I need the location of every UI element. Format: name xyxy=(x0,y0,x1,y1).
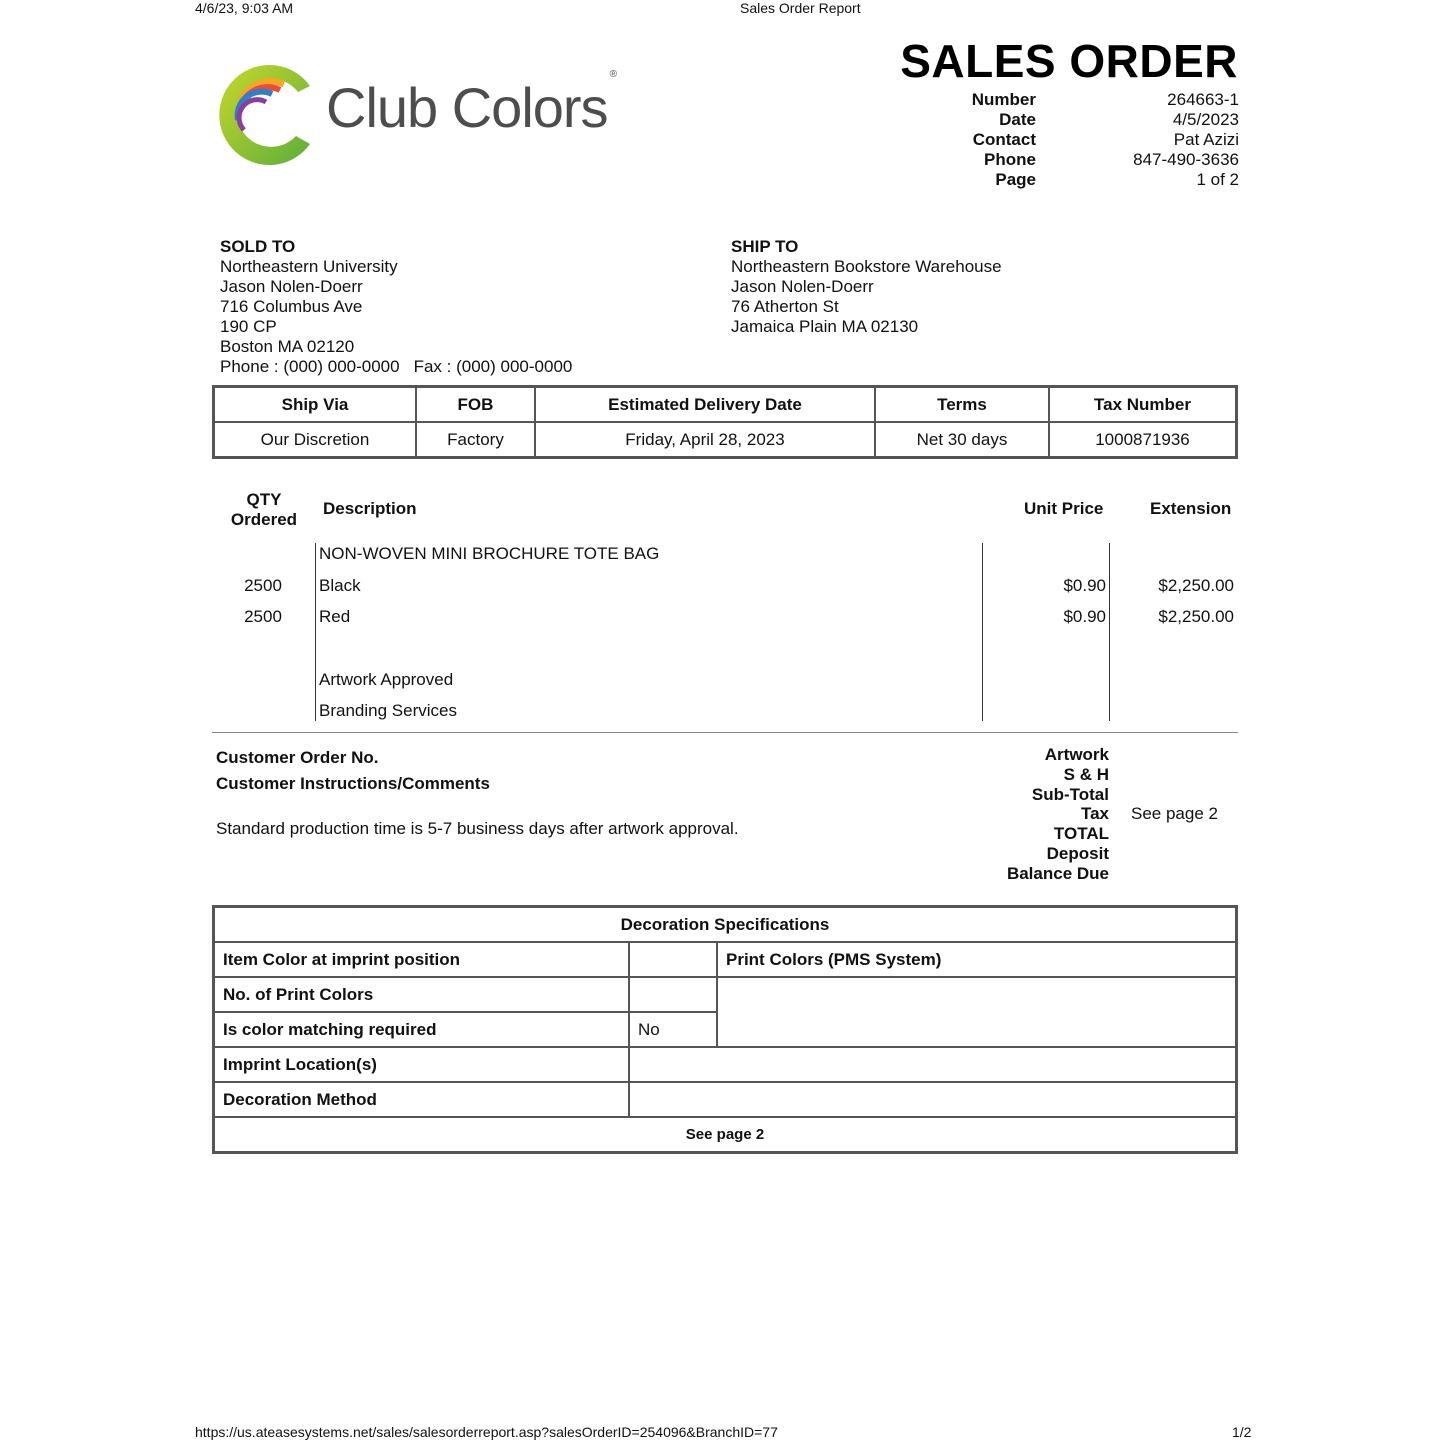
tax-number-value: 1000871936 xyxy=(1049,422,1237,458)
header-ship-via: Ship Via xyxy=(214,387,417,423)
summary-sh: S & H xyxy=(1063,765,1109,784)
delivery-date-value: Friday, April 28, 2023 xyxy=(535,422,875,458)
customer-order-label: Customer Order No. xyxy=(216,748,379,767)
summary-balance-due: Balance Due xyxy=(1006,864,1109,883)
shipping-table xyxy=(212,385,1238,459)
ship-to-line: Northeastern Bookstore Warehouse xyxy=(731,257,1002,276)
summary-tax: Tax xyxy=(1080,804,1109,823)
sold-to-line: Boston MA 02120 xyxy=(220,337,355,356)
meta-date: Date 4/5/2023 xyxy=(999,110,1239,129)
column-divider xyxy=(982,543,983,721)
header-qty: QTY Ordered xyxy=(230,490,298,529)
meta-page: Page 1 of 2 xyxy=(995,170,1239,189)
brand-name: Club Colors® xyxy=(326,69,616,139)
sold-to-line: Northeastern University xyxy=(220,257,398,276)
sold-to-line: Jason Nolen-Doerr xyxy=(220,277,363,296)
fob-value: Factory xyxy=(416,422,535,458)
ship-to-line: Jamaica Plain MA 02130 xyxy=(731,317,919,336)
meta-number: Number 264663-1 xyxy=(971,90,1239,109)
header-fob: FOB xyxy=(416,387,535,423)
ship-to-block xyxy=(731,237,1002,337)
header-extension: Extension xyxy=(1150,499,1232,518)
imprint-location-label: Imprint Location(s) xyxy=(214,1047,630,1082)
color-match-label: Is color matching required xyxy=(214,1012,630,1047)
header-terms: Terms xyxy=(875,387,1049,423)
club-colors-logo-icon xyxy=(210,58,320,170)
summary-total: TOTAL xyxy=(1053,824,1109,843)
print-page-count: 1/2 xyxy=(1232,1424,1252,1440)
ship-to-line: 76 Atherton St xyxy=(731,297,839,316)
column-divider xyxy=(1109,543,1110,721)
row-extension: $2,250.00 xyxy=(1158,576,1234,595)
items-divider xyxy=(212,732,1238,733)
imprint-location-value xyxy=(629,1047,1237,1082)
row-description: Black xyxy=(319,576,361,595)
item-color-label: Item Color at imprint position xyxy=(214,942,630,977)
summary-deposit: Deposit xyxy=(1046,844,1109,863)
customer-comment: Standard production time is 5-7 business days after artwork approval. xyxy=(216,819,739,838)
sold-to-line: 716 Columbus Ave xyxy=(220,297,363,316)
customer-instructions-label: Customer Instructions/Comments xyxy=(216,774,490,793)
item-color-value xyxy=(629,942,717,977)
sold-to-fax: Fax : (000) 000-0000 xyxy=(413,357,573,376)
sold-to-phone: Phone : (000) 000-0000 xyxy=(220,357,400,376)
row-unit-price: $0.90 xyxy=(1063,607,1106,626)
row-extension: $2,250.00 xyxy=(1158,607,1234,626)
row-description: Red xyxy=(319,607,351,626)
print-colors-label: Print Colors (PMS System) xyxy=(717,942,1237,977)
row-unit-price: $0.90 xyxy=(1063,576,1106,595)
item-note: Artwork Approved xyxy=(319,670,454,689)
num-colors-value xyxy=(629,977,717,1012)
num-colors-label: No. of Print Colors xyxy=(214,977,630,1012)
item-note: Branding Services xyxy=(319,701,457,720)
decoration-method-label: Decoration Method xyxy=(214,1082,630,1117)
summary-artwork: Artwork xyxy=(1044,745,1109,764)
sold-to-line: 190 CP xyxy=(220,317,277,336)
summary-subtotal: Sub-Total xyxy=(1031,785,1109,804)
decoration-footer: See page 2 xyxy=(214,1117,1237,1153)
row-qty: 2500 xyxy=(244,576,282,595)
product-name: NON-WOVEN MINI BROCHURE TOTE BAG xyxy=(319,544,660,563)
ship-to-line: Jason Nolen-Doerr xyxy=(731,277,874,296)
print-url: https://us.ateasesystems.net/sales/salesorderreport.asp?salesOrderID=254096&BranchID=77 xyxy=(195,1424,778,1440)
decoration-method-value xyxy=(629,1082,1237,1117)
column-divider xyxy=(315,543,316,721)
summary-see-page: See page 2 xyxy=(1131,804,1218,823)
sold-to-heading: SOLD TO xyxy=(220,237,296,256)
print-datetime: 4/6/23, 9:03 AM xyxy=(195,0,294,16)
sold-to-block xyxy=(220,237,572,377)
terms-value: Net 30 days xyxy=(875,422,1049,458)
print-colors-value xyxy=(717,977,1237,1047)
header-description: Description xyxy=(323,499,417,518)
header-delivery-date: Estimated Delivery Date xyxy=(535,387,875,423)
header-tax-number: Tax Number xyxy=(1049,387,1237,423)
ship-via-value: Our Discretion xyxy=(214,422,417,458)
print-page-title: Sales Order Report xyxy=(740,0,861,16)
meta-contact: Contact Pat Azizi xyxy=(972,130,1239,149)
document-title: SALES ORDER xyxy=(900,35,1238,87)
meta-phone: Phone 847-490-3636 xyxy=(984,150,1239,169)
color-match-value: No xyxy=(629,1012,717,1047)
ship-to-heading: SHIP TO xyxy=(731,237,799,256)
decoration-table xyxy=(212,905,1238,1154)
header-unit-price: Unit Price xyxy=(1024,499,1104,518)
decoration-title: Decoration Specifications xyxy=(214,907,1237,943)
row-qty: 2500 xyxy=(244,607,282,626)
